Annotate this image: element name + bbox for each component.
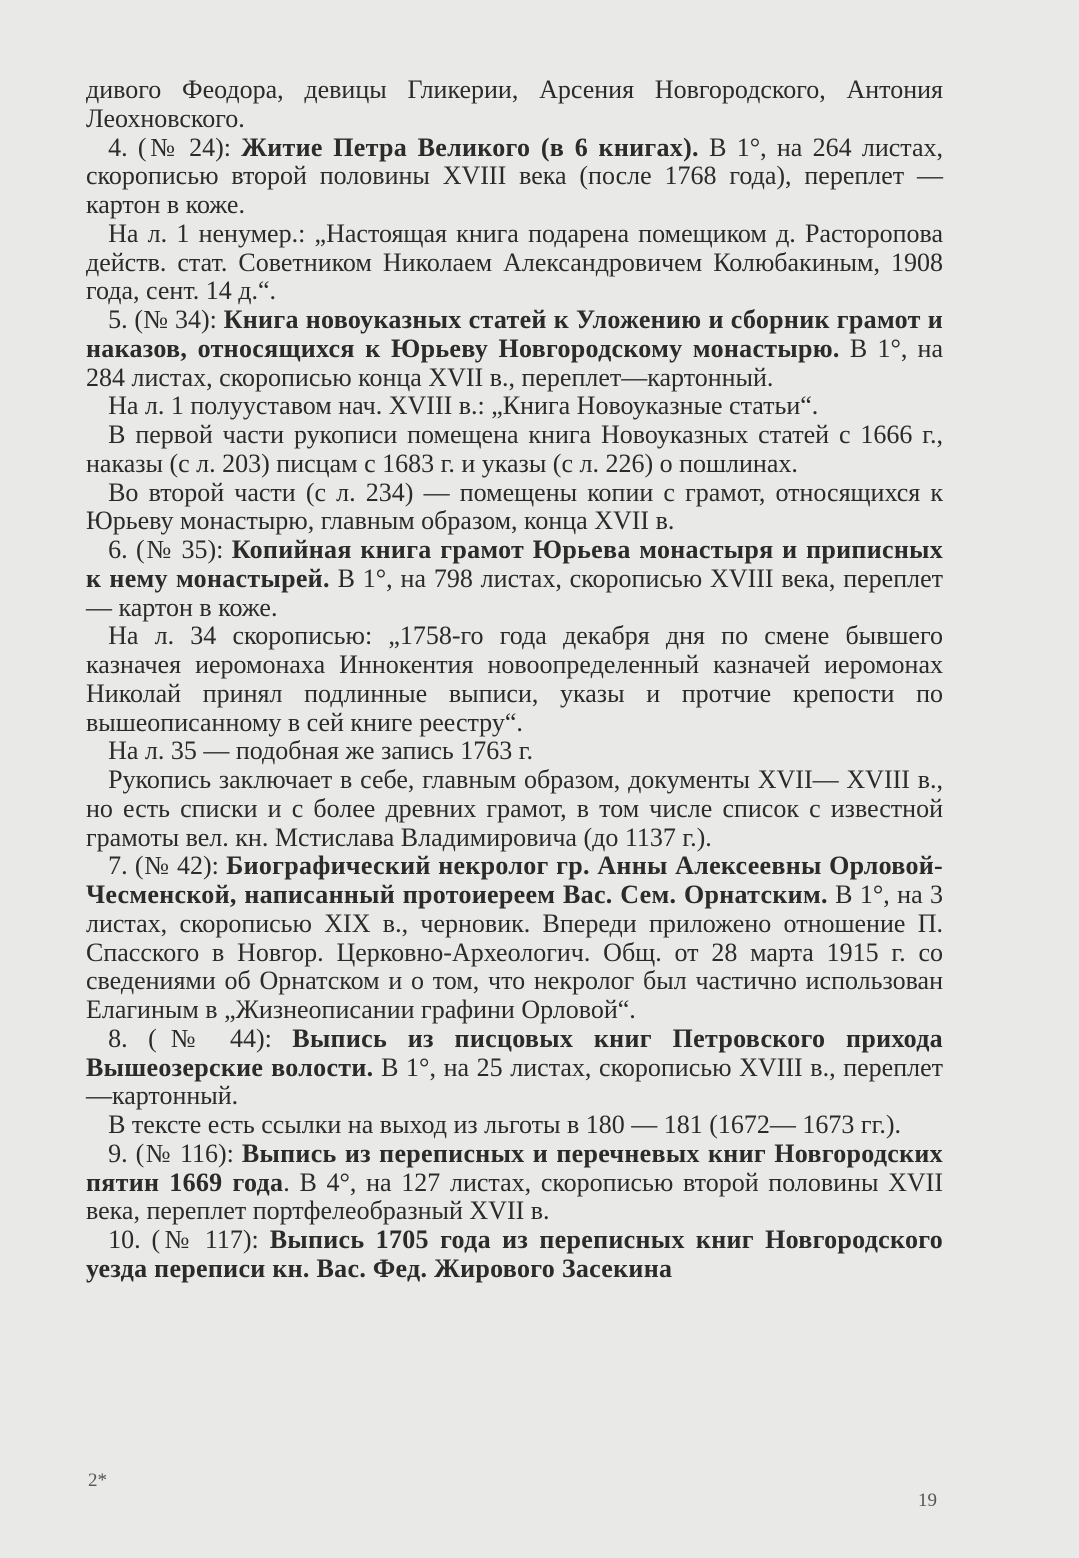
paragraph-text: дивого Феодора, девицы Гликерии, Арсения Новгородского, Антония Леохновского. [86, 75, 943, 133]
paragraph-text: В 1°, на 25 листах, скорописью XVIII в., переплет—картонный. [86, 1052, 943, 1111]
paragraph-text: В 1°, на 798 листах, скорописью XVIII века, переплет — картон в коже. [86, 563, 943, 622]
paragraph-text: Рукопись заключает в себе, главным образом, документы XVII— XVIII в., но есть списки и с более древних грамот, в том числе список с известной грамоты вел. кн. Мстислава Владимировича (до 1137 г.). [86, 765, 943, 852]
entry-title: Книга новоуказных статей к Уложению и сборник грамот и наказов, относящихся к Юрьеву Новгородскому монастырю. [86, 305, 943, 363]
paragraph-text: В первой части рукописи помещена книга Новоуказных статей с 1666 г., наказы (с л. 203) писцам с 1683 г. и указы (с л. 226) о пошлинах. [86, 420, 943, 478]
paragraph-text: На л. 1 полууставом нач. XVIII в.: „Книга Новоуказные статьи“. [108, 391, 819, 421]
entry-title: Биографический некролог гр. Анны Алексеевны Орловой-Чесменской, написанный протоиереем Вас. Сем. Орнатским. [86, 851, 943, 909]
entry-title: Выпись из переписных и перечневых книг Новгородских пятин 1669 года [86, 1138, 943, 1197]
paragraph-text: В тексте есть ссылки на выход из льготы в 180 — 181 (1672— 1673 гг.). [108, 1110, 901, 1139]
paragraph [86, 536, 943, 622]
paragraph-text: . В 4°, на 127 листах, скорописью второй половины XVII века, переплет портфелеобразный XVII в. [86, 1167, 944, 1226]
paragraph-text: В 1°, на 264 листах, скорописью второй половины XVIII века (после 1768 года), переплет — картон в коже. [86, 132, 943, 219]
paragraph [86, 622, 943, 737]
paragraph [86, 220, 943, 306]
paragraph [86, 421, 943, 479]
paragraph [86, 737, 943, 766]
entry-title: Выпись из писцовых книг Петровского прихода Вышеозерские волости. [86, 1023, 943, 1082]
paragraph [86, 1226, 943, 1284]
paragraph [86, 306, 943, 392]
paragraph-text: 4. (№ 24): [108, 132, 242, 162]
paragraph-text: 7. (№ 42): [108, 851, 227, 881]
paragraph-text: В 1°, на 284 листах, скорописью конца XVII в., переплет—картонный. [86, 333, 943, 392]
page-number: 19 [918, 1490, 937, 1511]
entry-title: Житие Петра Великого (в 6 книгах). [241, 132, 699, 162]
paragraph [86, 134, 943, 220]
paragraph [86, 1140, 943, 1226]
paragraph-text: На л. 34 скорописью: „1758-го года декабря дня по смене бывшего казначея иеромонаха Иннокентия новоопределенный казначей иеромонах Николай принял подлинные выписи, указы и протчие крепости по вышеописанному в сей книге реестру“. [86, 621, 943, 737]
paragraph-text: 10. (№ 117): [108, 1225, 270, 1254]
paragraph-text: Во второй части (с л. 234) — помещены копии с грамот, относящихся к Юрьеву монастырю, главным образом, конца XVII в. [86, 477, 943, 536]
paragraph-text: 9. (№ 116): [108, 1138, 242, 1168]
paragraph-text: В 1°, на 3 листах, скорописью XIX в., черновик. Впереди приложено отношение П. Спасского в Новгор. Церковно-Археологич. Общ. от 28 марта 1915 г. со сведениями об Орнатском и о том, что некролог был частично использован Елагиным в „Жизнеописании графини Орловой“. [86, 880, 943, 1024]
paragraph [86, 852, 943, 1025]
paragraph-text: 6. (№ 35): [108, 535, 232, 564]
paragraph-text: 5. (№ 34): [108, 305, 224, 334]
paragraph [86, 392, 943, 421]
entry-title: Копийная книга грамот Юрьева монастыря и приписных к нему монастырей. [86, 535, 943, 593]
paragraph [86, 1025, 943, 1111]
paragraph [86, 479, 943, 537]
paragraph-text: На л. 35 — подобная же запись 1763 г. [108, 736, 534, 766]
body-text [86, 76, 943, 1284]
paragraph [86, 1111, 943, 1140]
paragraph-text: На л. 1 ненумер.: „Настоящая книга подарена помещиком д. Расторопова действ. стат. Советником Николаем Александровичем Колюбакиным, 1908 года, сент. 14 д.“. [86, 218, 943, 306]
paragraph [86, 766, 943, 852]
paragraph-text: 8. (№ 44): [108, 1023, 293, 1053]
paragraph [86, 76, 943, 134]
signature-mark: 2* [88, 1470, 107, 1491]
entry-title: Выпись 1705 года из переписных книг Новгородского уезда переписи кн. Вас. Фед. Жирового Засекина [86, 1225, 944, 1283]
